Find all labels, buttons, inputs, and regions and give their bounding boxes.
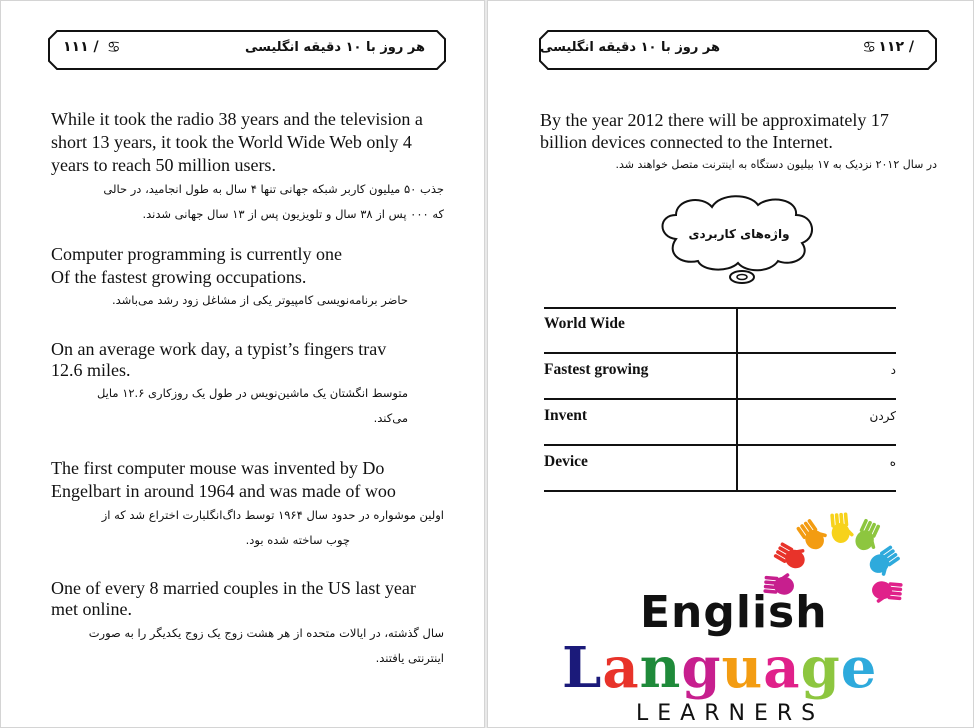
table-row — [544, 353, 896, 399]
vocab-cloud — [654, 191, 824, 287]
cancer-sign-icon: ♋ — [862, 38, 876, 56]
fact-fa-line: متوسط انگشتان یک ماشین‌نویس در طول یک روزکاری ۱۲.۶ مایل — [96, 386, 408, 400]
fact-fa-line: اینترنتی یافتند. — [375, 651, 444, 665]
logo-letter: u — [721, 635, 764, 701]
page-header — [538, 29, 938, 71]
fact-en-line: Engelbart in around 1964 and was made of woo — [51, 481, 396, 501]
vocab-table — [544, 307, 896, 491]
logo-letter: n — [639, 635, 682, 701]
fact-en-line: One of every 8 married couples in the US last year — [51, 578, 416, 598]
left-page — [0, 0, 485, 728]
logo-letter: g — [681, 635, 722, 701]
fact-fa-line: جذب ۵۰ میلیون کاربر شبکه جهانی تنها ۴ سال به طول انجامید، در حالی — [103, 182, 444, 196]
hand-icon — [796, 515, 832, 552]
fact-en-line: While it took the radio 38 years and the television a — [51, 109, 423, 129]
vocab-fa: د — [890, 363, 896, 377]
fact-fa-line: می‌کند. — [373, 411, 408, 425]
fact-en-line: years to reach 50 million users. — [51, 155, 276, 175]
hand-icon — [773, 537, 810, 571]
fact-fa-line: در سال ۲۰۱۲ نزدیک به ۱۷ بیلیون دستگاه به اینترنت متصل خواهند شد. — [615, 158, 937, 171]
page-header — [47, 29, 447, 71]
header-title: هر روز با ۱۰ دقیقه انگلیسی — [244, 40, 425, 55]
fact-en-line: 12.6 miles. — [51, 360, 131, 380]
logo-learners-text: LEARNERS — [636, 701, 825, 726]
vocab-en: Fastest growing — [544, 361, 649, 378]
fact-fa-line: که ۰۰۰ پس از ۳۸ سال و تلویزیون پس از ۱۳ سال جهانی شدند. — [142, 207, 444, 221]
vocab-fa: ه — [889, 455, 896, 469]
right-page — [487, 0, 974, 728]
table-row — [544, 399, 896, 445]
vocab-en: Device — [544, 453, 588, 470]
logo-letter: e — [840, 635, 878, 701]
hand-icon — [866, 545, 903, 581]
cancer-sign-icon: ♋ — [107, 38, 121, 56]
page-number: ۱۱۱ / — [63, 39, 99, 55]
logo-english-text: English — [640, 587, 828, 638]
english-language-learners-logo — [558, 511, 918, 728]
fact-en-line: On an average work day, a typist’s fingers trav — [51, 339, 387, 359]
logo-letter: g — [800, 635, 841, 701]
logo-language-text — [562, 635, 877, 701]
table-row — [544, 307, 896, 353]
vocab-en: World Wide — [544, 315, 625, 332]
vocab-en: Invent — [544, 407, 588, 424]
hand-icon — [871, 580, 903, 605]
fact-en-line: short 13 years, it took the World Wide Web only 4 — [51, 132, 412, 152]
page-number: ۱۱۲ / — [878, 39, 914, 55]
table-row — [544, 445, 896, 491]
fact-en-line: The first computer mouse was invented by Do — [51, 458, 385, 478]
logo-letter: L — [562, 635, 603, 701]
logo-letter: a — [602, 635, 640, 701]
cloud-label: واژه‌های کاربردی — [688, 227, 790, 241]
fact-en-line: By the year 2012 there will be approximately 17 — [540, 110, 889, 130]
header-title: هر روز با ۱۰ دقیقه انگلیسی — [539, 40, 720, 55]
fact-en-line: Computer programming is currently one — [51, 244, 342, 264]
fact-fa-line: حاضر برنامه‌نویسی کامپیوتر یکی از مشاغل زود رشد می‌باشد. — [111, 293, 408, 307]
logo-letter: a — [763, 635, 801, 701]
fact-en-line: billion devices connected to the Internet. — [540, 132, 833, 152]
fact-en-line: Of the fastest growing occupations. — [51, 267, 307, 287]
vocab-fa: کردن — [869, 409, 896, 423]
hand-icon — [852, 518, 885, 555]
fact-fa-line: سال گذشته، در ایالات متحده از هر هشت زوج یک زوج یکدیگر را به صورت — [88, 626, 444, 640]
hand-icon — [830, 512, 855, 544]
fact-fa-line: اولین موشواره در حدود سال ۱۹۶۴ توسط داگ‌انگلبارت اختراع شد که از — [101, 508, 444, 522]
fact-en-line: met online. — [51, 599, 132, 619]
fact-fa-line: چوب ساخته شده بود. — [245, 533, 350, 547]
